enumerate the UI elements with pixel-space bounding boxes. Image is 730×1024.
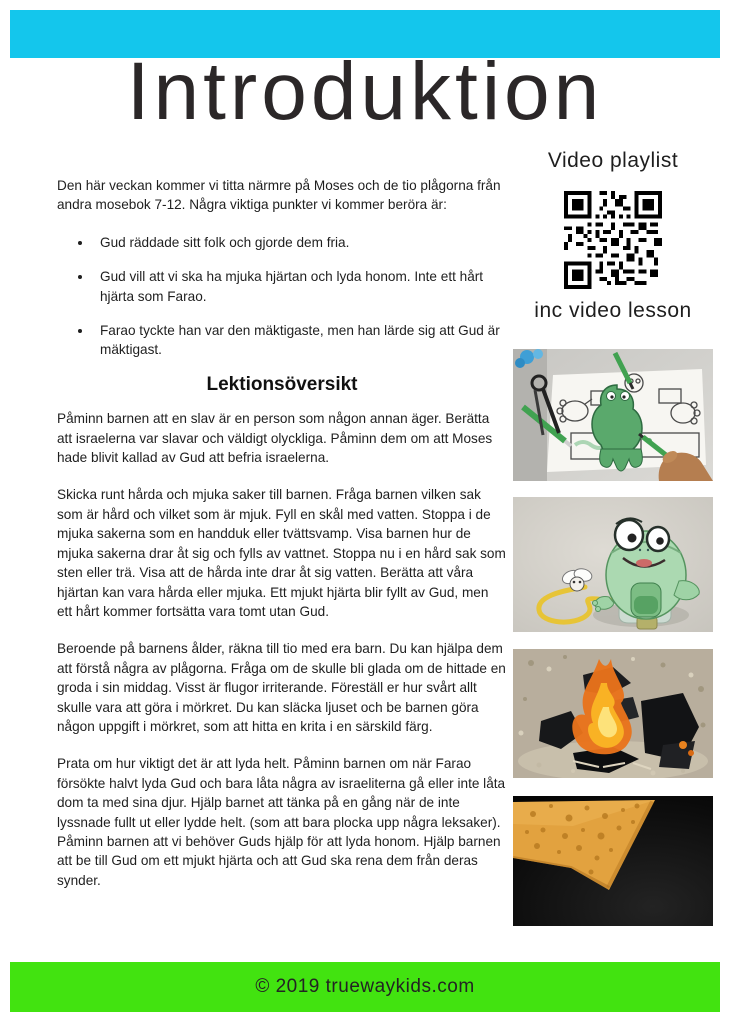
overview-paragraph: Skicka runt hårda och mjuka saker till barnen. Fråga barnen vilken sak som är hård och vilket som är mjuk. Fyll en skål med vatten. Stoppa i de mjuka sakerna som en handduk eller tvättsvamp. Visa barnen hur de mjuka sakerna drar åt sig och fylls av vattnet. Stoppa nu i en hård sak som sten eller trä. Visa att de hårda inte drar åt sig vatten. Berätta att våra hjärtan kan vara hårda eller mjuka. Ett mjukt hjärta blir fyllt av Gud, men ett hårt kommer fortsätta vara tomt utan Gud.	[57, 487, 506, 619]
main-content	[57, 176, 507, 908]
inc-video-lesson-label: inc video lesson	[534, 299, 692, 322]
overview-paragraph: Beroende på barnens ålder, räkna till tio med era barn. Du kan hjälpa dem att förstå några av plågorna. Fråga om de skulle bli glada om de hittade en groda i sin middag. Visst är flugor irriterande. Föreställ er hur svårt allt skulle vara att göra i mörkret. Du kan släcka ljuset och be barnen göra någon uppgift i mörkret, som att hitta en krita i en särskild färg.	[57, 641, 506, 734]
footer-bar	[10, 962, 720, 1012]
key-points-list	[57, 233, 507, 360]
frog-bottle-craft-photo	[513, 497, 713, 632]
list-item: • Farao tyckte han var den mäktigaste, men han lärde sig att Gud är mäktigast.	[93, 321, 507, 360]
overview-paragraph: Påminn barnen att en slav är en person som någon annan äger. Berätta att israelerna var slavar och väldigt olyckliga. Påminn dem om att Moses hade blivit kallad av Gud att befria israelerna.	[57, 411, 493, 466]
sidebar	[513, 0, 713, 1024]
qr-code-icon	[564, 191, 662, 289]
video-playlist-label: Video playlist	[547, 149, 679, 172]
section-heading: Lektionsöversikt	[206, 373, 358, 395]
list-item: • Gud räddade sitt folk och gjorde dem fria.	[93, 233, 507, 252]
frog-craft-colouring-photo	[513, 349, 713, 481]
intro-paragraph: Den här veckan kommer vi titta närmre på Moses och de tio plågorna från andra mosebok 7-12. Några viktiga punkter vi kommer beröra är:	[57, 178, 501, 213]
copyright-text: © 2019 truewaykids.com	[255, 976, 475, 997]
burning-charcoal-photo	[513, 649, 713, 778]
sponge-photo	[513, 796, 713, 926]
page-title: Introduktion	[126, 46, 604, 137]
list-item: • Gud vill att vi ska ha mjuka hjärtan och lyda honom. Inte ett hårt hjärta som Farao.	[93, 267, 507, 306]
overview-paragraph: Prata om hur viktigt det är att lyda helt. Påminn barnen om när Farao försökte halvt lyda Gud och bara låta några av israeliterna gå eller inte låta dom ta med sina djur. Hjälp barnet att tänka på en gång när de inte lyssnade fullt ut eller lydde helt. (som att bara plocka upp några leksaker). Påminn barnen att vi behöver Guds hjälp för att lyda honom. Hjälp barnen att be till Gud om ett mjukt hjärta och att Gud ska rena dem från deras synder.	[57, 756, 506, 888]
